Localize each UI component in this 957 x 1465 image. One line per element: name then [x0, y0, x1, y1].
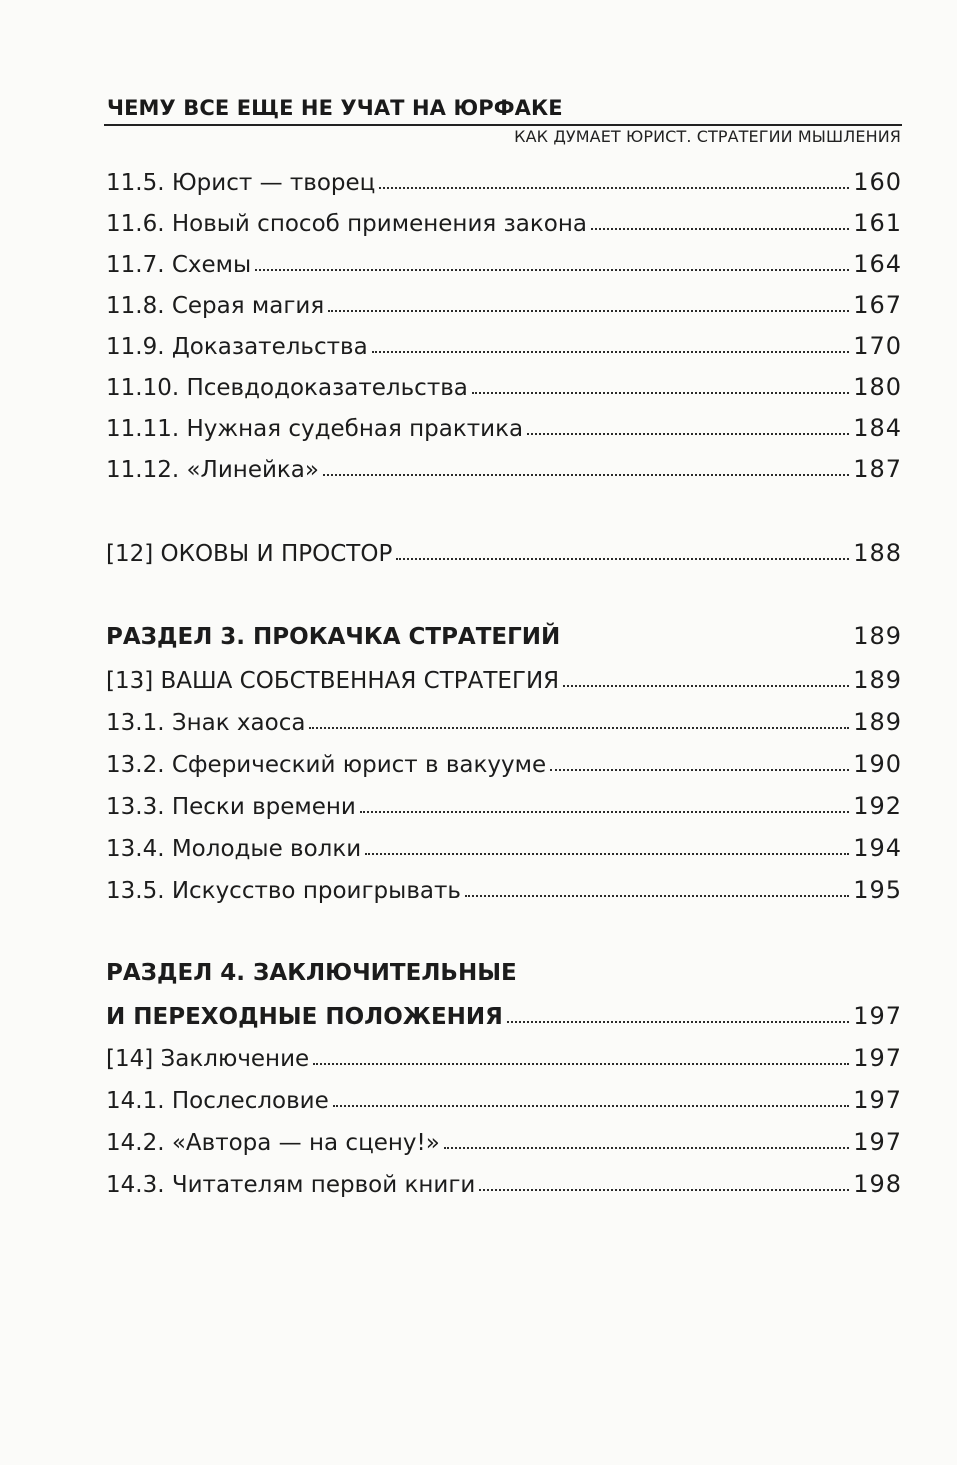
dot-leader: [507, 1021, 849, 1023]
section-title: РАЗДЕЛ 3. ПРОКАЧКА СТРАТЕГИЙ: [106, 624, 561, 650]
toc-entry: [106, 283, 902, 319]
toc-entry-page: 164: [853, 250, 902, 278]
toc-entry-title: 13.1. Знак хаоса: [106, 710, 306, 736]
chapter-title: [13] ВАША СОБСТВЕННАЯ СТРАТЕГИЯ: [106, 668, 560, 694]
toc-entry: [106, 447, 902, 483]
toc-entry-page: 198: [853, 1170, 902, 1198]
running-header-chapter: КАК ДУМАЕТ ЮРИСТ. СТРАТЕГИИ МЫШЛЕНИЯ: [514, 127, 901, 146]
toc-entry-title: 11.9. Доказательства: [106, 334, 368, 360]
toc-entry: [106, 242, 902, 278]
toc-entry-title: 11.11. Нужная судебная практика: [106, 416, 524, 442]
dot-leader: [472, 392, 849, 394]
dot-leader: [479, 1189, 849, 1191]
running-header-book-title: ЧЕМУ ВСЕ ЕЩЕ НЕ УЧАТ НА ЮРФАКЕ: [107, 96, 563, 120]
section-spacer: [564, 641, 849, 643]
dot-leader: [563, 685, 849, 687]
toc-entry-title: 13.4. Молодые волки: [106, 836, 362, 862]
toc-entry: [106, 700, 902, 736]
toc-entry-page: 184: [853, 414, 902, 442]
toc-entry: [106, 784, 902, 820]
toc-section-3: [106, 614, 902, 650]
header-rule: [104, 124, 902, 126]
toc-entry-title: 13.2. Сферический юрист в вакууме: [106, 752, 547, 778]
dot-leader: [360, 811, 849, 813]
section-title: И ПЕРЕХОДНЫЕ ПОЛОЖЕНИЯ: [106, 1004, 503, 1030]
toc-entry: [106, 868, 902, 904]
toc-entry-title: 11.12. «Линейка»: [106, 457, 319, 483]
toc-entry: [106, 406, 902, 442]
chapter-page: 188: [853, 539, 902, 567]
section-page: 197: [853, 1002, 902, 1030]
dot-leader: [550, 769, 849, 771]
dot-leader: [444, 1147, 849, 1149]
toc-section-4: [106, 994, 902, 1030]
chapter-title: [12] ОКОВЫ И ПРОСТОР: [106, 541, 393, 567]
toc-entry-title: 14.1. Послесловие: [106, 1088, 329, 1114]
toc-chapter-12: [106, 531, 902, 567]
dot-leader: [379, 187, 849, 189]
chapter-title: [14] Заключение: [106, 1046, 310, 1072]
toc-entry: [106, 201, 902, 237]
toc-entry-page: 180: [853, 373, 902, 401]
dot-leader: [396, 558, 849, 560]
dot-leader: [323, 474, 849, 476]
toc-entry-title: 11.5. Юрист — творец: [106, 170, 376, 196]
dot-leader: [313, 1063, 849, 1065]
dot-leader: [333, 1105, 849, 1107]
toc-entry-title: 11.10. Псевдодоказательства: [106, 375, 468, 401]
dot-leader: [527, 433, 849, 435]
toc-entry-page: 187: [853, 455, 902, 483]
toc-entry-page: 190: [853, 750, 902, 778]
dot-leader: [309, 727, 849, 729]
toc-entry: [106, 742, 902, 778]
toc-section-4-line1: РАЗДЕЛ 4. ЗАКЛЮЧИТЕЛЬНЫЕ: [106, 960, 517, 986]
toc-entry-title: 11.8. Серая магия: [106, 293, 325, 319]
chapter-page: 189: [853, 666, 902, 694]
toc-entry-page: 192: [853, 792, 902, 820]
dot-leader: [372, 351, 850, 353]
toc-chapter-14: [106, 1036, 902, 1072]
toc-entry-title: 11.7. Схемы: [106, 252, 252, 278]
toc-entry-title: 14.2. «Автора — на сцену!»: [106, 1130, 440, 1156]
toc-chapter-13: [106, 658, 902, 694]
toc-entry: [106, 160, 902, 196]
toc-entry-title: 14.3. Читателям первой книги: [106, 1172, 476, 1198]
toc-entry-page: 197: [853, 1128, 902, 1156]
dot-leader: [255, 269, 849, 271]
toc-entry-page: 160: [853, 168, 902, 196]
chapter-page: 197: [853, 1044, 902, 1072]
toc-entry-page: 189: [853, 708, 902, 736]
toc-entry: [106, 1078, 902, 1114]
toc-entry-title: 13.3. Пески времени: [106, 794, 356, 820]
toc-entry: [106, 1120, 902, 1156]
toc-entry-page: 161: [853, 209, 902, 237]
toc-entry-title: 11.6. Новый способ применения закона: [106, 211, 587, 237]
toc-entry-page: 170: [853, 332, 902, 360]
dot-leader: [328, 310, 849, 312]
toc-entry-title: 13.5. Искусство проигрывать: [106, 878, 461, 904]
toc-entry: [106, 1162, 902, 1198]
dot-leader: [591, 228, 849, 230]
toc-entry-page: 197: [853, 1086, 902, 1114]
dot-leader: [365, 853, 849, 855]
toc-entry-page: 194: [853, 834, 902, 862]
dot-leader: [465, 895, 849, 897]
toc-entry: [106, 826, 902, 862]
section-page: 189: [853, 622, 902, 650]
toc-entry: [106, 365, 902, 401]
toc-entry: [106, 324, 902, 360]
toc-entry-page: 195: [853, 876, 902, 904]
toc-entry-page: 167: [853, 291, 902, 319]
